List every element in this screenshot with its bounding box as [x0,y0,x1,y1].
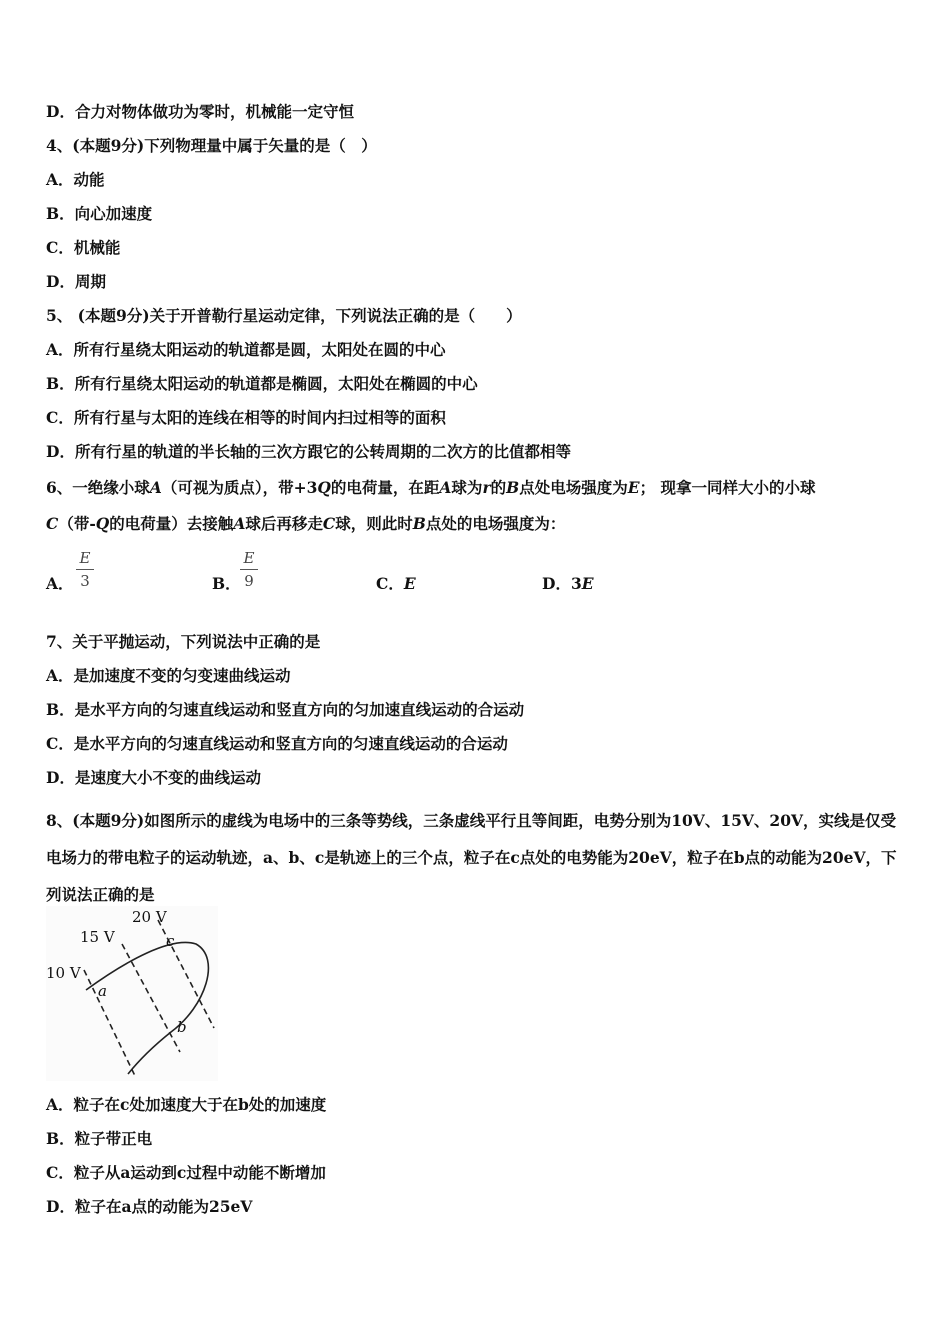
equipotential-diagram [46,906,218,1081]
q8-stem: 8、(本题9分)如图所示的虚线为电场中的三条等势线，三条虚线平行且等间距，电势分别为10V、15V、20V，实线是仅受电场力的带电粒子的运动轨迹，a、b、c是轨迹上的三个点，粒子在c点处的电势能为20eV，粒子在b点的动能为20eV，下列说法正确的是 [46,811,897,904]
q6-stem-line1: 6、一绝缘小球A（可视为质点），带+3Q的电荷量，在距A球为r的B点处电场强度为E； 现拿一同样大小的小球 [46,478,816,497]
q6-option-c-label: C．E [376,574,416,593]
q5-option-d: D．所有行星的轨道的半长轴的三次方跟它的公转周期的二次方的比值都相等 [46,442,571,461]
q5-option-c: C．所有行星与太阳的连线在相等的时间内扫过相等的面积 [46,408,446,427]
q7-option-b: B．是水平方向的匀速直线运动和竖直方向的匀加速直线运动的合运动 [46,700,525,719]
q6-option-a-fraction: E 3 [76,548,94,591]
label-15v: 15 V [80,928,115,946]
q5-stem: 5、 (本题9分)关于开普勒行星运动定律，下列说法正确的是（ ） [46,306,522,325]
equipotential-figure [46,906,218,1081]
q6-option-d-label: D．3E [542,574,594,593]
q4-stem: 4、(本题9分)下列物理量中属于矢量的是（ ） [46,136,377,155]
q6-options [46,548,906,604]
q4-option-b: B．向心加速度 [46,204,153,223]
label-b: b [177,1018,187,1036]
q6-stem-line2: C（带-Q的电荷量）去接触A球后再移走C球，则此时B点处的电场强度为： [46,514,566,533]
q7-option-a: A．是加速度不变的匀变速曲线运动 [46,666,291,685]
label-a: a [98,982,107,1000]
q7-option-d: D．是速度大小不变的曲线运动 [46,768,261,787]
q7-stem: 7、关于平抛运动，下列说法中正确的是 [46,632,321,651]
q7-option-c: C．是水平方向的匀速直线运动和竖直方向的匀速直线运动的合运动 [46,734,508,753]
q5-option-a: A．所有行星绕太阳运动的轨道都是圆，太阳处在圆的中心 [46,340,446,359]
label-20v: 20 V [132,908,167,926]
q4-option-a: A．动能 [46,170,105,189]
label-c: c [166,932,175,950]
q8-option-d: D．粒子在a点的动能为25eV [46,1197,253,1216]
q4-option-d: D．周期 [46,272,106,291]
q8-option-a: A．粒子在c处加速度大于在b处的加速度 [46,1095,327,1114]
q6-option-b-fraction: E 9 [240,548,258,591]
q8-option-c: C．粒子从a运动到c过程中动能不断增加 [46,1163,326,1182]
q4-option-c: C．机械能 [46,238,121,257]
q5-option-b: B．所有行星绕太阳运动的轨道都是椭圆，太阳处在椭圆的中心 [46,374,478,393]
label-10v: 10 V [46,964,81,982]
q6-option-b-label: B． [212,574,241,593]
q3-option-d: D．合力对物体做功为零时，机械能一定守恒 [46,102,354,121]
q6-option-a-label: A． [46,574,74,593]
q8-option-b: B．粒子带正电 [46,1129,153,1148]
